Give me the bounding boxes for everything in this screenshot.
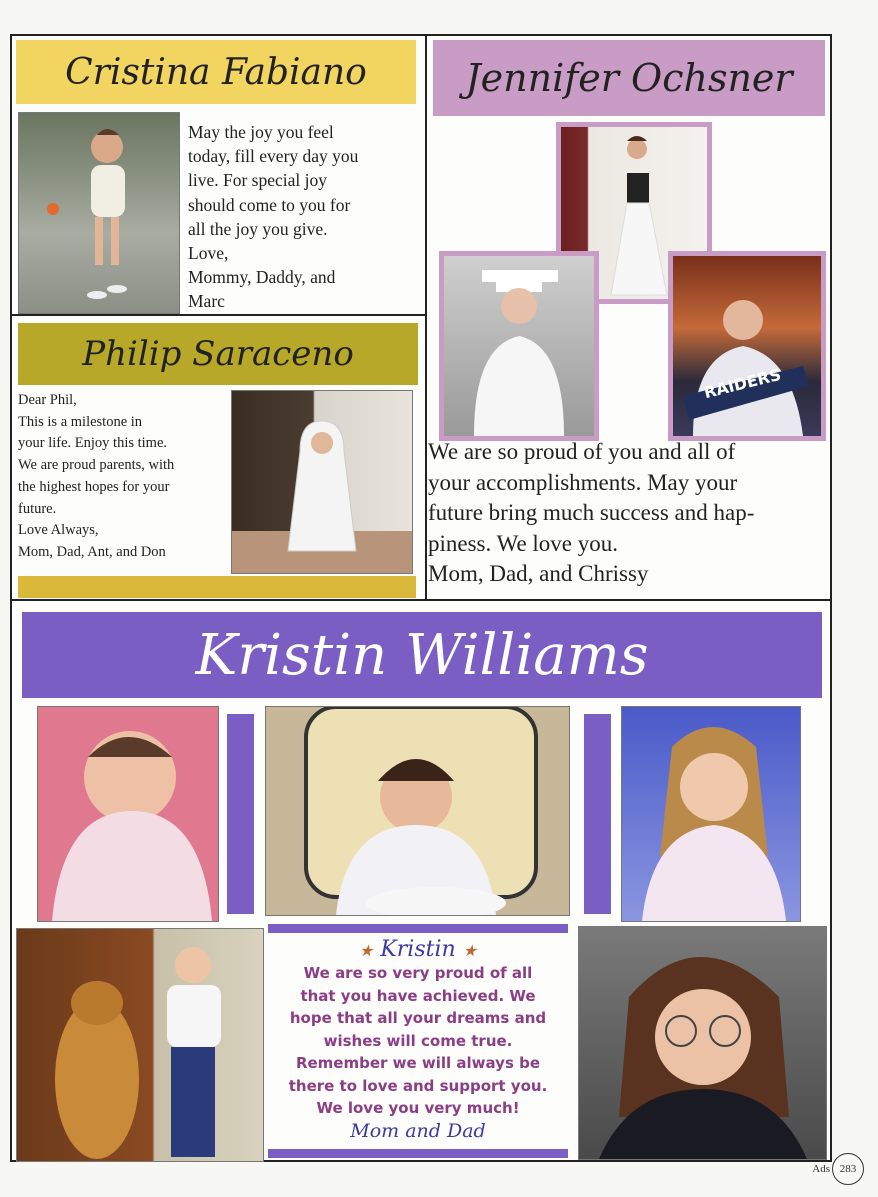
cristina-name: Cristina Fabiano [65, 51, 367, 93]
kristin-message-box [268, 924, 568, 1158]
jennifer-name: Jennifer Ochsner [465, 56, 793, 100]
page-number-text: 283 [839, 1163, 857, 1175]
kristin-child-portrait [621, 706, 801, 922]
kristin-purple-bar [584, 714, 611, 914]
jennifer-message: We are so proud of you and all of your accomplishments. May your future bring much success and hap- piness. We love you. Mom, Dad, and Chrissy [428, 439, 755, 586]
baby-icon [38, 707, 218, 921]
cristina-photo [18, 112, 180, 314]
kristin-name-banner [22, 612, 822, 698]
kristin-salutation: Kristin [380, 937, 456, 962]
child-figure-icon [19, 113, 179, 313]
graduate-icon [444, 256, 594, 436]
philip-bottom-bar [18, 576, 416, 598]
kristin-message: We are so very proud of all that you have achieved. We hope that all your dreams and wishes will come true. Remember we will always be there to love and support you. We love you very much! [288, 964, 548, 1117]
philip-name-banner [18, 323, 418, 385]
kristin-purple-bar [227, 714, 254, 914]
jennifer-graduation-photo [439, 251, 599, 441]
section-divider [10, 599, 832, 601]
kristin-name: Kristin Williams [195, 622, 649, 688]
cat-icon: ★ [358, 941, 374, 960]
footer-section-label: Ads [812, 1163, 830, 1175]
kristin-dog-photo [16, 928, 264, 1162]
kristin-signature: Mom and Dad [350, 1119, 486, 1142]
player-in-sash-icon [673, 256, 821, 436]
jennifer-name-banner [433, 40, 825, 116]
girl-with-glasses-icon [579, 927, 826, 1159]
dog-icon: ★ [462, 941, 477, 960]
kristin-toddler-photo [265, 706, 570, 916]
cristina-message: May the joy you feel today, fill every day you live. For special joy should come to you for all the joy you give. Love, Mommy, Daddy, and Marc [188, 122, 359, 312]
kristin-baby-photo [37, 706, 219, 922]
raiders-text: RAIDERS [701, 364, 783, 403]
page-number [832, 1153, 864, 1185]
child-in-towel-icon [232, 391, 412, 573]
section-divider [10, 314, 426, 316]
page-footer [812, 1153, 864, 1185]
philip-photo [231, 390, 413, 574]
girl-with-dog-icon [17, 929, 263, 1161]
philip-name: Philip Saraceno [82, 334, 354, 374]
philip-message: Dear Phil, This is a milestone in your life. Enjoy this time. We are proud parents, with the highest hopes for your future. Love Always, Mom, Dad, Ant, and Don [18, 392, 175, 560]
girl-portrait-icon [622, 707, 800, 921]
cristina-name-banner [16, 40, 416, 104]
kristin-teen-portrait [578, 926, 827, 1160]
column-divider [425, 34, 427, 600]
kristin-salutation-line [268, 937, 568, 962]
jennifer-sports-photo [668, 251, 826, 441]
toddler-eating-icon [266, 707, 569, 915]
